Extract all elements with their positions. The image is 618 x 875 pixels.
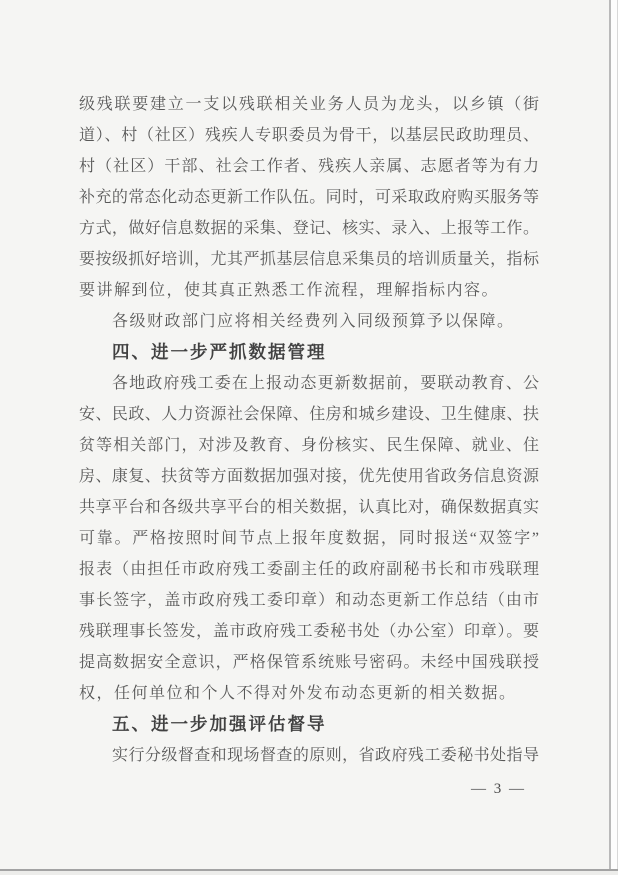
document-lines [79,89,539,771]
section-heading: 五、进一步加强评估督导 [112,714,327,734]
scan-strip-bottom [0,871,618,875]
text-line: 事长签字，盖市政府残工委印章）和动态更新工作总结（由市 [79,592,539,609]
text-line: 道）、村（社区）残疾人专职委员为骨干，以基层民政助理员、 [79,127,539,144]
text-line: 残联理事长签发，盖市政府残工委秘书处（办公室）印章）。要 [79,623,539,640]
text-line: 要按级抓好培训，尤其严抓基层信息采集员的培训质量关，指标 [79,251,539,268]
text-line: 权，任何单位和个人不得对外发布动态更新的相关数据。 [79,685,517,702]
text-line: 安、民政、人力资源社会保障、住房和城乡建设、卫生健康、扶 [79,406,539,423]
page-number: — 3 — [471,781,526,797]
text-line: 可靠。严格按照时间节点上报年度数据，同时报送“双签字” [79,530,539,547]
scan-strip-right [611,0,618,871]
text-line: 要讲解到位，使其真正熟悉工作流程，理解指标内容。 [79,282,500,299]
text-line: 各级财政部门应将相关经费列入同级预算予以保障。 [112,313,515,330]
text-line: 方式，做好信息数据的采集、登记、核实、录入、上报等工作。 [79,220,539,237]
text-line: 实行分级督查和现场督查的原则，省政府残工委秘书处指导 [112,747,539,764]
text-line: 贫等相关部门，对涉及教育、身份核实、民生保障、就业、住 [79,437,539,454]
section-heading: 四、进一步严抓数据管理 [112,342,327,362]
text-line: 提高数据安全意识，严格保管系统账号密码。未经中国残联授 [79,654,539,671]
text-line: 各地政府残工委在上报动态更新数据前，要联动教育、公 [112,375,539,392]
text-line: 村（社区）干部、社会工作者、残疾人亲属、志愿者等为有力 [79,158,539,175]
text-line: 房、康复、扶贫等方面数据加强对接，优先使用省政务信息资源 [79,468,539,485]
text-line: 共享平台和各级共享平台的相关数据，认真比对，确保数据真实 [79,499,539,516]
text-line: 级残联要建立一支以残联相关业务人员为龙头，以乡镇（街 [79,96,539,113]
text-line: 报表（由担任市政府残工委副主任的政府副秘书长和市残联理 [79,561,539,578]
text-line: 补充的常态化动态更新工作队伍。同时，可采取政府购买服务等 [79,189,539,206]
